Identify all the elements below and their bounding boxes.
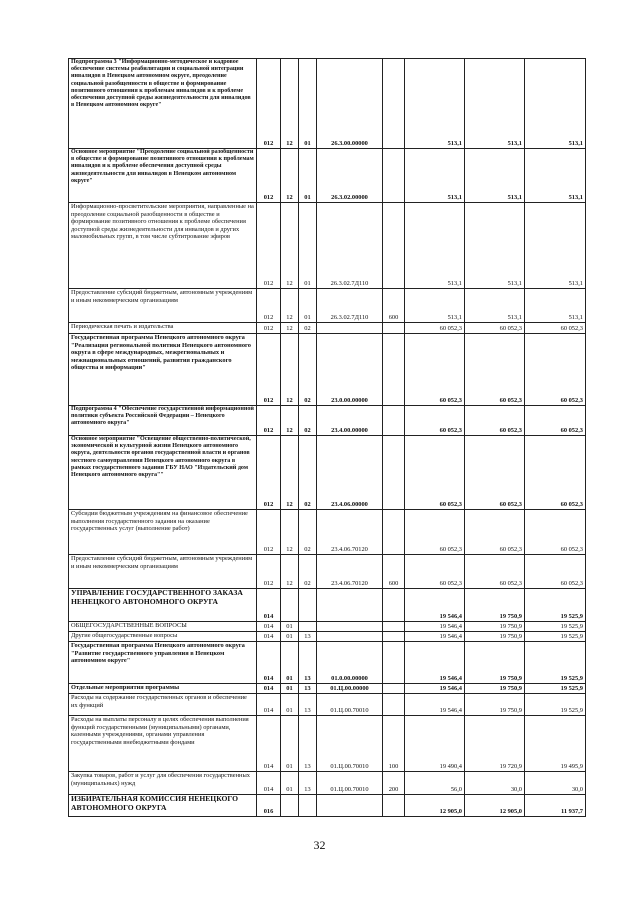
amount-year-2: 19 720,9 (465, 716, 525, 772)
section-code: 12 (281, 510, 299, 555)
row-name: ОБЩЕГОСУДАРСТВЕННЫЕ ВОПРОСЫ (69, 622, 257, 632)
table-row (69, 406, 586, 436)
table-row (69, 436, 586, 510)
table-row (69, 632, 586, 642)
table-row (69, 289, 586, 323)
target-article-code: 23.4.00.00000 (317, 406, 383, 436)
table-row (69, 622, 586, 632)
section-code: 01 (281, 632, 299, 642)
table-row (69, 149, 586, 203)
row-name: Другие общегосударственные вопросы (69, 632, 257, 642)
table-row (69, 772, 586, 795)
table-row (69, 716, 586, 772)
expense-type-code (383, 406, 405, 436)
ved-code: 012 (257, 289, 281, 323)
subsection-code: 01 (299, 203, 317, 289)
amount-year-1: 19 546,4 (405, 622, 465, 632)
amount-year-2: 12 905,0 (465, 795, 525, 817)
ved-code: 014 (257, 684, 281, 694)
amount-year-3: 60 052,3 (525, 406, 586, 436)
target-article-code: 23.4.06.00000 (317, 436, 383, 510)
row-name: Подпрограмма 3 "Информационно-методическое и кадровое обеспечение системы реабилитации и социальной интеграции инвалидов в Ненецком автономном округе, преодоление социальной разобщенности в обществе и формирование позитивного отношения к проблемам инвалидов и к проблеме обеспечения доступной среды жизнедеятельности для инвалидов в Ненецком автономном округе" (69, 59, 257, 149)
target-article-code (317, 323, 383, 334)
amount-year-2: 60 052,3 (465, 436, 525, 510)
subsection-code: 02 (299, 334, 317, 406)
section-code: 01 (281, 716, 299, 772)
amount-year-3: 19 525,9 (525, 694, 586, 716)
amount-year-1: 60 052,3 (405, 510, 465, 555)
table-row (69, 694, 586, 716)
subsection-code: 02 (299, 436, 317, 510)
amount-year-1: 60 052,3 (405, 323, 465, 334)
section-code: 12 (281, 406, 299, 436)
amount-year-2: 19 750,9 (465, 684, 525, 694)
amount-year-3: 513,1 (525, 149, 586, 203)
row-name: Государственная программа Ненецкого автономного округа "Реализация региональной политики Ненецкого автономного округа в сфере международных, межрегиональных и межнациональных отношений, развития гражданского общества и информации" (69, 334, 257, 406)
subsection-code: 13 (299, 772, 317, 795)
ved-code: 014 (257, 642, 281, 684)
target-article-code: 01.Ц.00.70010 (317, 694, 383, 716)
table-row (69, 795, 586, 817)
expense-type-code (383, 795, 405, 817)
amount-year-2: 19 750,9 (465, 642, 525, 684)
amount-year-3: 19 525,9 (525, 622, 586, 632)
amount-year-1: 19 490,4 (405, 716, 465, 772)
row-name: Информационно-просветительские мероприятия, направленные на преодоление социальной разобщенности в обществе и формирование позитивного отношения к проблеме обеспечения доступной среды жизнедеятельности для инвалидов и других маломобильных групп, в том числе субтитрование эфиров (69, 203, 257, 289)
target-article-code: 26.3.00.00000 (317, 59, 383, 149)
table-row (69, 510, 586, 555)
amount-year-3: 513,1 (525, 289, 586, 323)
budget-table (68, 58, 586, 817)
ved-code: 012 (257, 406, 281, 436)
section-code: 01 (281, 694, 299, 716)
subsection-code (299, 589, 317, 622)
amount-year-2: 19 750,9 (465, 622, 525, 632)
amount-year-2: 60 052,3 (465, 406, 525, 436)
subsection-code: 01 (299, 59, 317, 149)
section-code: 12 (281, 59, 299, 149)
target-article-code: 26.3.02.7Д110 (317, 203, 383, 289)
row-name: УПРАВЛЕНИЕ ГОСУДАРСТВЕННОГО ЗАКАЗА НЕНЕЦКОГО АВТОНОМНОГО ОКРУГА (69, 589, 257, 622)
subsection-code: 13 (299, 684, 317, 694)
expense-type-code (383, 684, 405, 694)
ved-code: 014 (257, 632, 281, 642)
target-article-code: 01.Ц.00.00000 (317, 684, 383, 694)
section-code (281, 795, 299, 817)
subsection-code: 02 (299, 510, 317, 555)
table-row (69, 59, 586, 149)
ved-code: 012 (257, 323, 281, 334)
amount-year-3: 513,1 (525, 59, 586, 149)
ved-code: 016 (257, 795, 281, 817)
amount-year-3: 19 525,9 (525, 589, 586, 622)
subsection-code: 01 (299, 289, 317, 323)
expense-type-code (383, 323, 405, 334)
amount-year-3: 19 525,9 (525, 684, 586, 694)
amount-year-2: 513,1 (465, 289, 525, 323)
row-name: Расходы на содержание государственных органов и обеспечение их функций (69, 694, 257, 716)
table-row (69, 203, 586, 289)
subsection-code: 13 (299, 716, 317, 772)
subsection-code: 02 (299, 406, 317, 436)
ved-code: 014 (257, 589, 281, 622)
table-row (69, 589, 586, 622)
ved-code: 012 (257, 149, 281, 203)
expense-type-code: 600 (383, 555, 405, 589)
amount-year-1: 19 546,4 (405, 694, 465, 716)
subsection-code: 13 (299, 694, 317, 716)
amount-year-2: 60 052,3 (465, 323, 525, 334)
section-code: 12 (281, 289, 299, 323)
ved-code: 014 (257, 694, 281, 716)
amount-year-1: 12 905,0 (405, 795, 465, 817)
expense-type-code (383, 59, 405, 149)
ved-code: 014 (257, 622, 281, 632)
table-row (69, 555, 586, 589)
expense-type-code (383, 334, 405, 406)
ved-code: 012 (257, 555, 281, 589)
section-code (281, 589, 299, 622)
amount-year-2: 19 750,9 (465, 694, 525, 716)
section-code: 12 (281, 323, 299, 334)
target-article-code: 01.Ц.00.70010 (317, 716, 383, 772)
ved-code: 012 (257, 510, 281, 555)
amount-year-1: 19 546,4 (405, 642, 465, 684)
amount-year-3: 60 052,3 (525, 510, 586, 555)
ved-code: 012 (257, 334, 281, 406)
expense-type-code (383, 642, 405, 684)
amount-year-3: 30,0 (525, 772, 586, 795)
table-row (69, 334, 586, 406)
target-article-code: 26.3.02.00000 (317, 149, 383, 203)
amount-year-1: 513,1 (405, 149, 465, 203)
amount-year-3: 513,1 (525, 203, 586, 289)
expense-type-code (383, 622, 405, 632)
expense-type-code: 200 (383, 772, 405, 795)
subsection-code: 02 (299, 555, 317, 589)
target-article-code (317, 632, 383, 642)
amount-year-2: 513,1 (465, 203, 525, 289)
amount-year-1: 513,1 (405, 59, 465, 149)
section-code: 12 (281, 203, 299, 289)
amount-year-3: 19 525,9 (525, 642, 586, 684)
amount-year-2: 19 750,9 (465, 632, 525, 642)
expense-type-code (383, 203, 405, 289)
page-number: 32 (313, 838, 326, 852)
target-article-code (317, 795, 383, 817)
expense-type-code (383, 510, 405, 555)
amount-year-3: 19 525,9 (525, 632, 586, 642)
row-name: Периодическая печать и издательства (69, 323, 257, 334)
expense-type-code: 100 (383, 716, 405, 772)
section-code: 12 (281, 149, 299, 203)
expense-type-code (383, 632, 405, 642)
target-article-code: 26.3.02.7Д110 (317, 289, 383, 323)
table-row (69, 323, 586, 334)
expense-type-code (383, 149, 405, 203)
amount-year-1: 513,1 (405, 289, 465, 323)
amount-year-1: 19 546,4 (405, 632, 465, 642)
section-code: 01 (281, 684, 299, 694)
amount-year-3: 60 052,3 (525, 323, 586, 334)
row-name: Подпрограмма 4 "Обеспечение государственной информационной политики субъекта Российской Федерации – Ненецкого автономного округа" (69, 406, 257, 436)
subsection-code (299, 795, 317, 817)
amount-year-2: 60 052,3 (465, 555, 525, 589)
amount-year-2: 30,0 (465, 772, 525, 795)
amount-year-1: 56,0 (405, 772, 465, 795)
amount-year-2: 19 750,9 (465, 589, 525, 622)
ved-code: 012 (257, 59, 281, 149)
table-row (69, 684, 586, 694)
section-code: 01 (281, 642, 299, 684)
ved-code: 012 (257, 436, 281, 510)
row-name: Основное мероприятие "Преодоление социальной разобщенности в обществе и формирование позитивного отношения к проблемам инвалидов и к проблеме обеспечения доступной среды жизнедеятельности для инвалидов в Ненецком автономном округе" (69, 149, 257, 203)
subsection-code: 13 (299, 642, 317, 684)
ved-code: 012 (257, 203, 281, 289)
row-name: Предоставление субсидий бюджетным, автономным учреждениям и иным некоммерческим организациям (69, 289, 257, 323)
amount-year-3: 60 052,3 (525, 436, 586, 510)
row-name: Государственная программа Ненецкого автономного округа "Развитие государственного управления в Ненецком автономном округе" (69, 642, 257, 684)
amount-year-3: 19 495,9 (525, 716, 586, 772)
subsection-code: 01 (299, 149, 317, 203)
target-article-code: 01.Ц.00.70010 (317, 772, 383, 795)
expense-type-code: 600 (383, 289, 405, 323)
amount-year-3: 60 052,3 (525, 334, 586, 406)
section-code: 01 (281, 622, 299, 632)
subsection-code (299, 622, 317, 632)
subsection-code: 13 (299, 632, 317, 642)
amount-year-2: 60 052,3 (465, 510, 525, 555)
row-name: Основное мероприятие "Освещение общественно-политической, экономической и культурной жизни Ненецкого автономного округа, деятельности органов государственной власти и органов местного самоуправления Ненецкого автономного округа в рамках государственного задания ГБУ НАО "Издательский дом Ненецкого автономного округа"" (69, 436, 257, 510)
amount-year-1: 60 052,3 (405, 555, 465, 589)
expense-type-code (383, 436, 405, 510)
amount-year-1: 60 052,3 (405, 406, 465, 436)
expense-type-code (383, 694, 405, 716)
row-name: Субсидии бюджетным учреждениям на финансовое обеспечение выполнения государственного задания на оказание государственных услуг (выполнение работ) (69, 510, 257, 555)
amount-year-2: 513,1 (465, 149, 525, 203)
amount-year-1: 19 546,4 (405, 684, 465, 694)
target-article-code (317, 589, 383, 622)
section-code: 01 (281, 772, 299, 795)
target-article-code (317, 622, 383, 632)
amount-year-3: 60 052,3 (525, 555, 586, 589)
row-name: Расходы на выплаты персоналу в целях обеспечения выполнения функций государственными (муниципальными) органами, казенными учреждениями, органами управления государственными внебюджетными фондами (69, 716, 257, 772)
row-name: Закупка товаров, работ и услуг для обеспечения государственных (муниципальных) нужд (69, 772, 257, 795)
target-article-code: 23.4.06.70120 (317, 510, 383, 555)
ved-code: 014 (257, 772, 281, 795)
target-article-code: 01.0.00.00000 (317, 642, 383, 684)
row-name: Предоставление субсидий бюджетным, автономным учреждениям и иным некоммерческим организациям (69, 555, 257, 589)
amount-year-2: 60 052,3 (465, 334, 525, 406)
amount-year-1: 19 546,4 (405, 589, 465, 622)
row-name: ИЗБИРАТЕЛЬНАЯ КОМИССИЯ НЕНЕЦКОГО АВТОНОМНОГО ОКРУГА (69, 795, 257, 817)
amount-year-1: 60 052,3 (405, 334, 465, 406)
target-article-code: 23.4.06.70120 (317, 555, 383, 589)
section-code: 12 (281, 555, 299, 589)
amount-year-1: 513,1 (405, 203, 465, 289)
target-article-code: 23.0.00.00000 (317, 334, 383, 406)
section-code: 12 (281, 436, 299, 510)
subsection-code: 02 (299, 323, 317, 334)
amount-year-3: 11 937,7 (525, 795, 586, 817)
row-name: Отдельные мероприятия программы (69, 684, 257, 694)
amount-year-1: 60 052,3 (405, 436, 465, 510)
ved-code: 014 (257, 716, 281, 772)
expense-type-code (383, 589, 405, 622)
table-row (69, 642, 586, 684)
section-code: 12 (281, 334, 299, 406)
amount-year-2: 513,1 (465, 59, 525, 149)
